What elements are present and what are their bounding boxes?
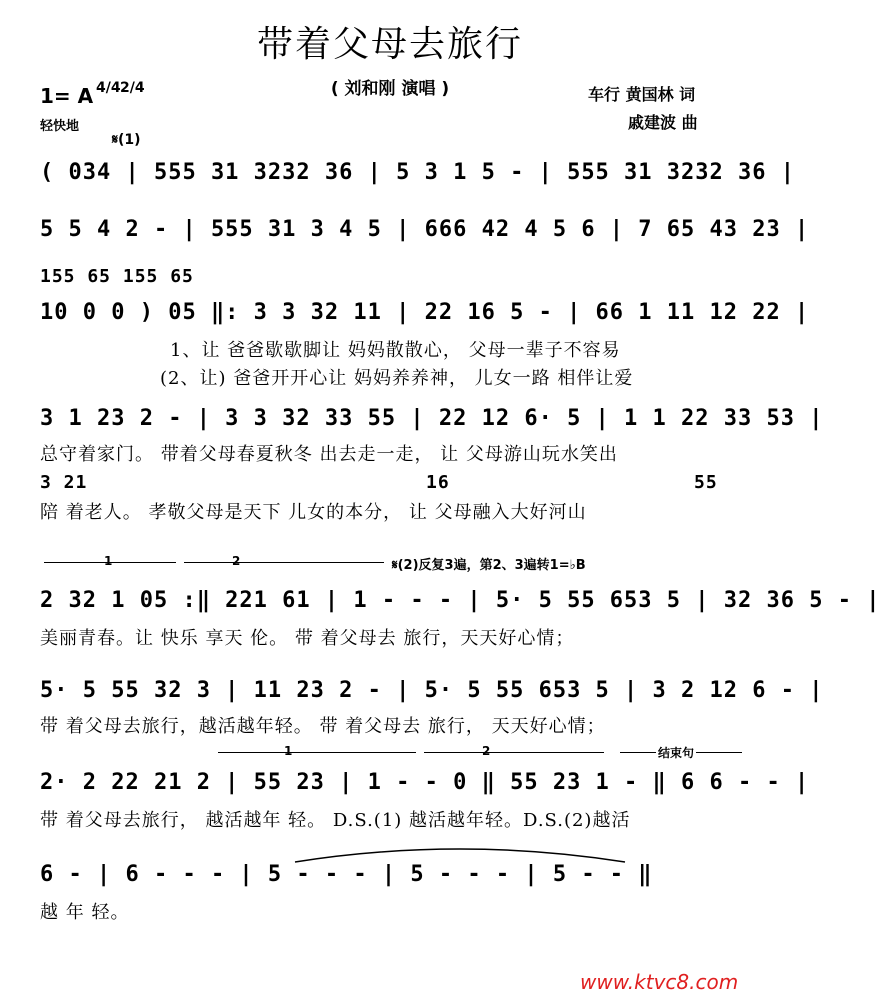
score-row-6: 5· 5 55 32 3 | 11 23 2 - | 5· 5 55 653 5 | 3 2 12 6 - | <box>40 678 824 703</box>
volta-label-4: 2 <box>482 744 491 758</box>
score-row-4-alt-c: 55 <box>694 472 718 493</box>
time-signature-2: 2/4 <box>120 80 145 96</box>
singer-credit: ( 刘和刚 演唱 ) <box>330 79 450 99</box>
score-row-4: 3 1 23 2 - | 3 3 32 33 55 | 22 12 6· 5 | 1 1 22 33 53 | <box>40 406 824 431</box>
repeat-instruction: 𝄋(2)反复3遍，第2、3遍转1=♭B <box>392 558 586 573</box>
time-signature-1: 4/4 <box>96 80 121 96</box>
score-row-5: 2 32 1 05 :‖ 221 61 | 1 - - - | 5· 5 55 653 5 | 32 36 5 - | <box>40 588 880 613</box>
watermark: www.ktvc8.com <box>580 970 739 994</box>
volta-bracket-2 <box>184 562 384 563</box>
lyric-row-6: 带 着父母去旅行，越活越年轻。 带 着父母去 旅行， 天天好心情； <box>40 716 606 737</box>
score-row-3: 10 0 0 ) 05 ‖: 3 3 32 11 | 22 16 5 - | 66 1 11 12 22 | <box>40 300 810 325</box>
composer-credit: 戚建波 曲 <box>628 113 698 132</box>
lyric-row-3-verse-2: (2、让) 爸爸开开心让 妈妈养养神， 儿女一路 相伴让爱 <box>160 368 634 389</box>
key-signature: 1= A <box>40 84 94 108</box>
score-row-2: 5 5 4 2 - | 555 31 3 4 5 | 666 42 4 5 6 | 7 65 43 23 | <box>40 217 810 242</box>
lyric-row-8: 越 年 轻。 <box>40 902 130 923</box>
score-row-3-upper: 155 65 155 65 <box>40 266 194 287</box>
lyric-row-7: 带 着父母去旅行， 越活越年 轻。 D.S.(1) 越活越年轻。D.S.(2)越活 <box>40 810 631 831</box>
volta-label-1: 1 <box>104 554 113 568</box>
score-row-7: 2· 2 22 21 2 | 55 23 | 1 - - 0 ‖ 55 23 1 - ‖ 6 6 - - | <box>40 770 810 795</box>
lyricist-credit: 车行 黄国林 词 <box>588 85 696 104</box>
lyric-row-4-verse-2: 陪 着老人。 孝敬父母是天下 儿女的本分， 让 父母融入大好河山 <box>40 502 587 523</box>
volta-label-3: 1 <box>284 744 293 758</box>
lyric-row-4-verse-1: 总守着家门。 带着父母春夏秋冬 出去走一走， 让 父母游山玩水笑出 <box>40 444 618 465</box>
ending-label: 结束句 <box>658 746 695 760</box>
score-row-4-alt-a: 3 21 <box>40 472 88 493</box>
volta-label-2: 2 <box>232 554 241 568</box>
volta-bracket-3 <box>218 752 416 753</box>
lyric-row-5: 美丽青春。让 快乐 享天 伦。 带 着父母去 旅行，天天好心情； <box>40 628 575 649</box>
score-row-8: 6 - | 6 - - - | 5 - - - | 5 - - - | 5 - - ‖ <box>40 862 653 887</box>
volta-bracket-4 <box>424 752 604 753</box>
score-row-1: ( 034 | 555 31 3232 36 | 5 3 1 5 - | 555 31 3232 36 | <box>40 160 795 185</box>
score-row-4-alt-b: 16 <box>426 472 450 493</box>
page-title: 带着父母去旅行 <box>256 24 523 65</box>
tempo-marking: 轻快地 <box>40 119 80 134</box>
segno-marker-1: 𝄋(1) <box>112 132 141 148</box>
lyric-row-3-verse-1: 1、让 爸爸歇歇脚让 妈妈散散心， 父母一辈子不容易 <box>170 340 621 361</box>
